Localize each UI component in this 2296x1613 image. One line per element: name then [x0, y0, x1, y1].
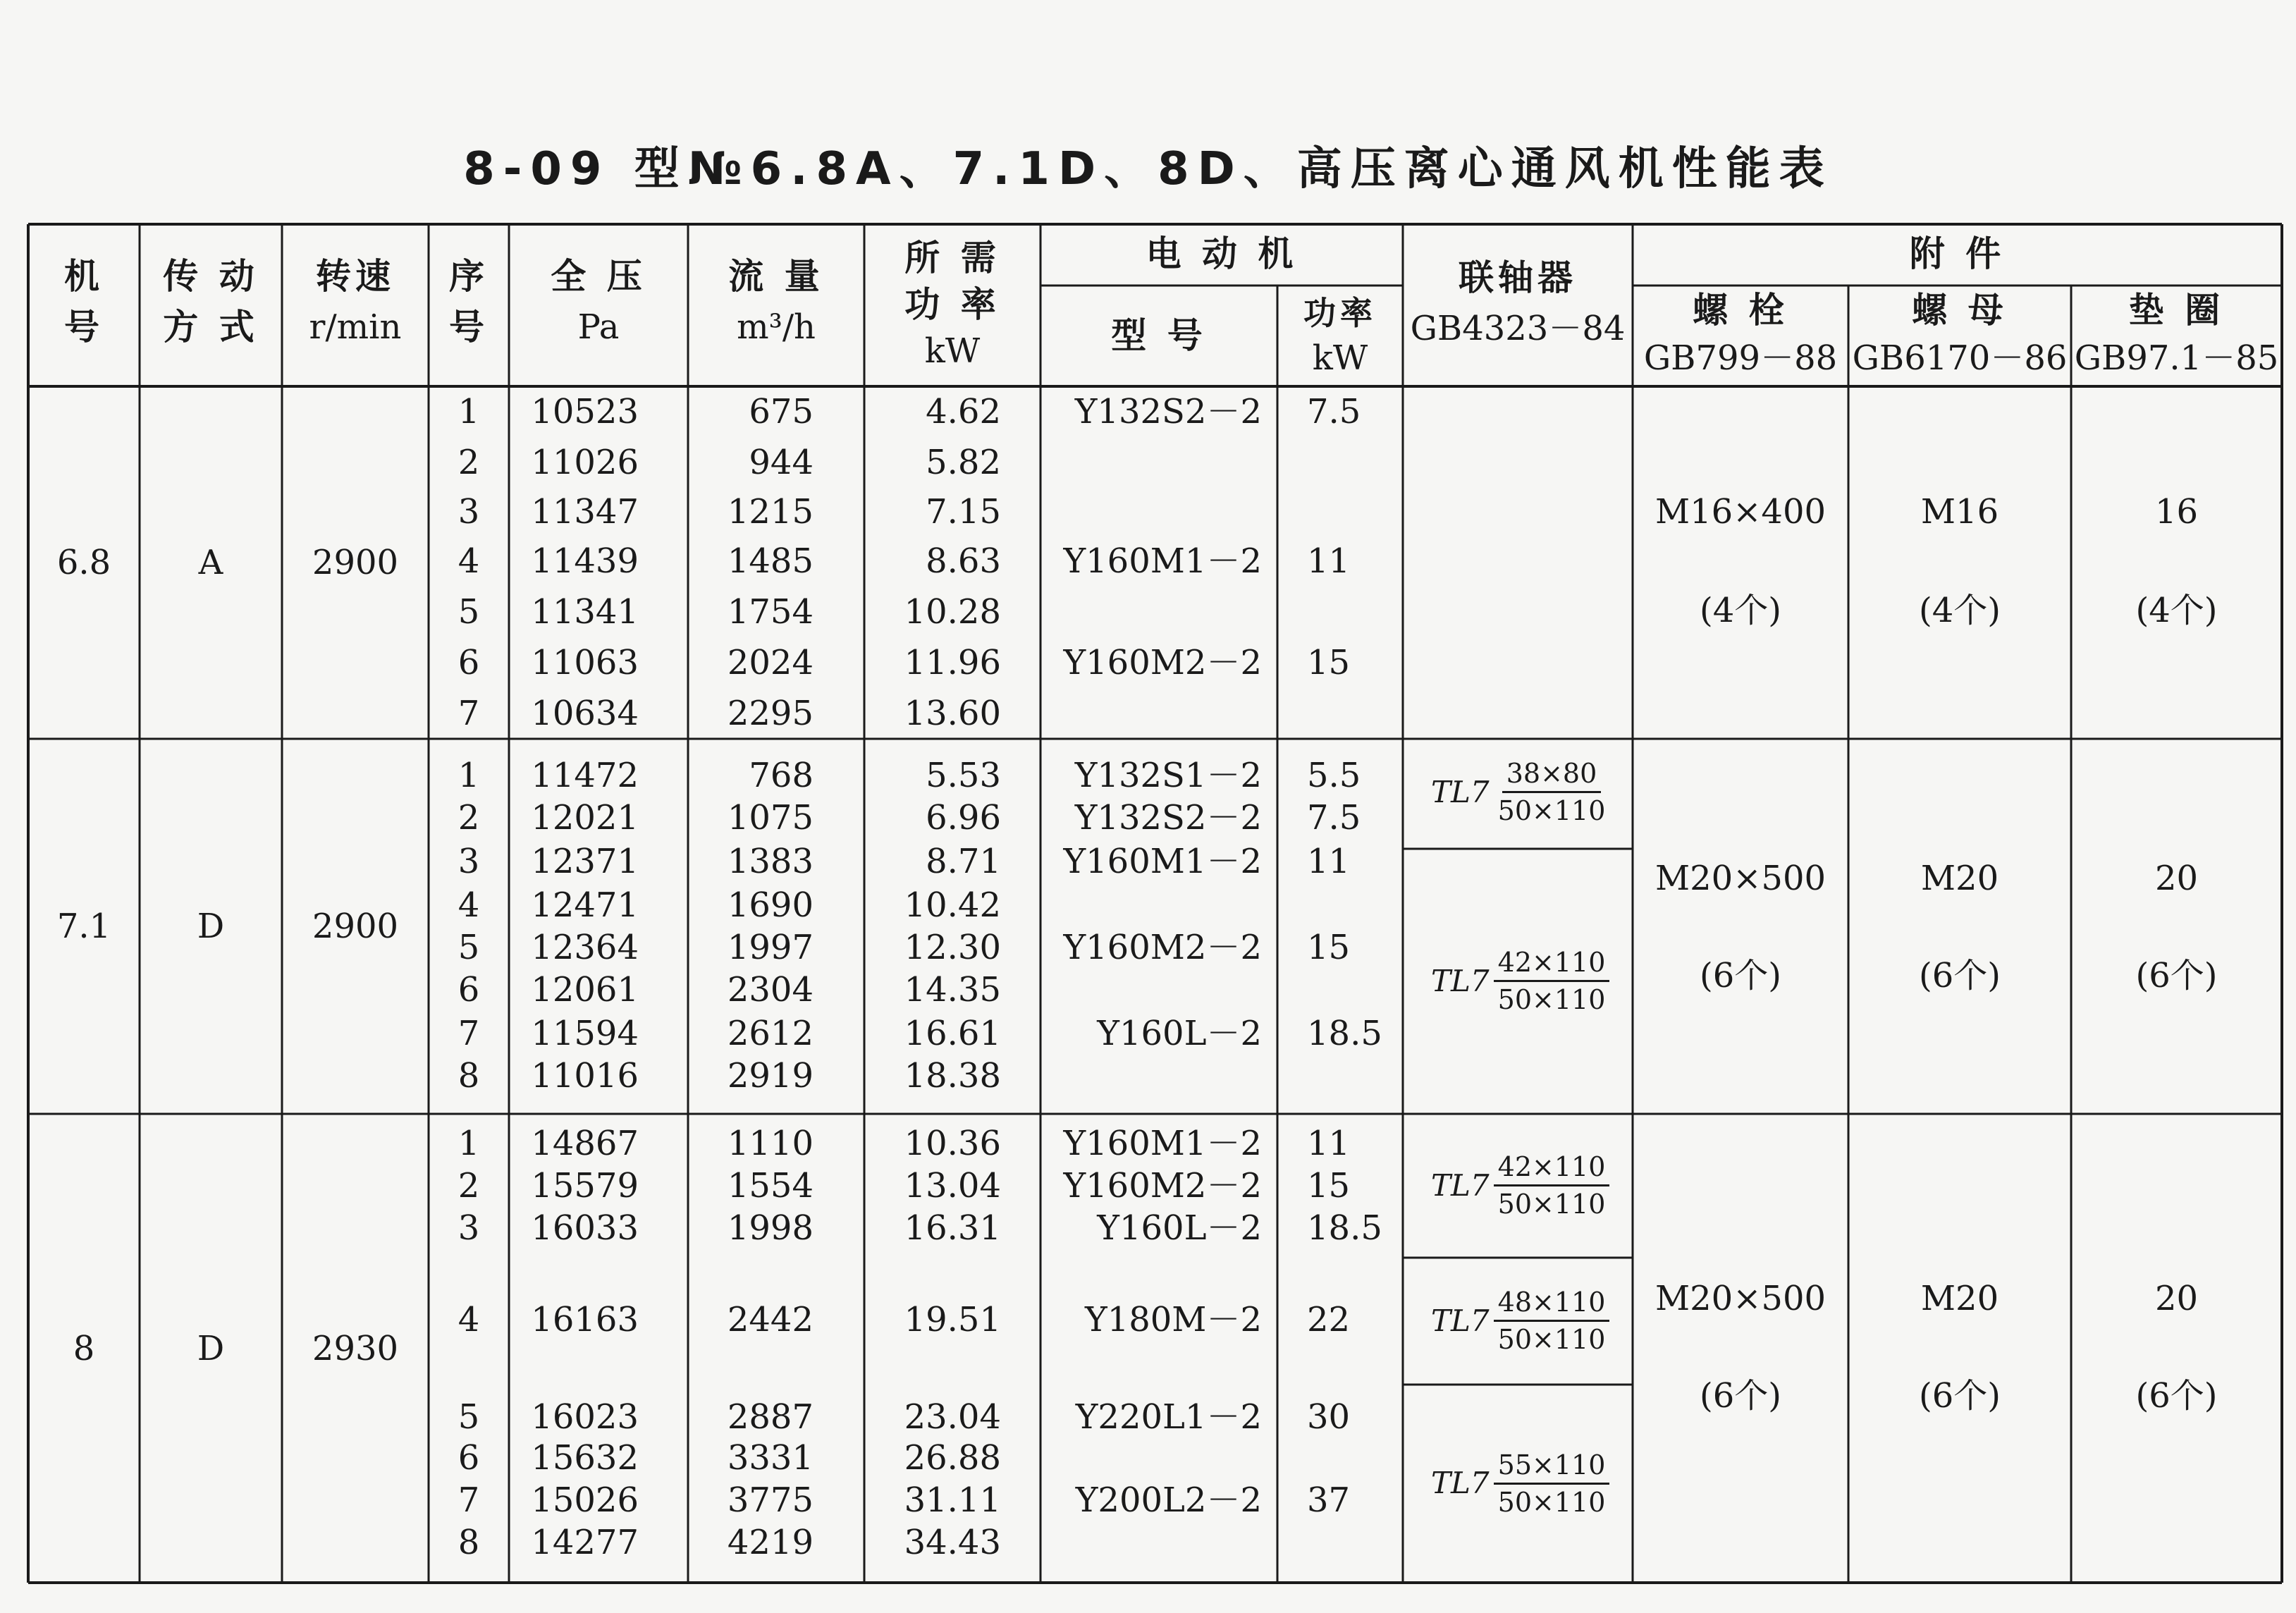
coupling-numerator: 48×110 — [1494, 1289, 1610, 1322]
motor-power-cell: 15 — [1307, 928, 1351, 967]
motor-model-cell: Y160M2－2 — [1063, 1166, 1262, 1206]
nut-count-cell: (6个) — [1919, 956, 2001, 995]
quanya-cell: 15632 — [531, 1438, 639, 1478]
coupling-label: TL7 — [1431, 1466, 1490, 1500]
liuliang-cell: 2442 — [727, 1300, 814, 1339]
header-jihao: 号 — [64, 307, 104, 348]
gonglv-required-cell: 10.36 — [904, 1124, 1001, 1163]
header-suoxu: 所 需 — [904, 238, 1000, 278]
header-xuhao: 序 — [449, 256, 489, 297]
header-dianquan-std: GB97.1－85 — [2074, 338, 2279, 378]
motor-model-cell: Y132S2－2 — [1074, 798, 1262, 838]
jihao-cell: 7.1 — [56, 907, 111, 946]
header-liuliang: 流 量 — [728, 256, 824, 297]
gonglv-required-cell: 8.71 — [926, 842, 1001, 881]
header-fujian: 附 件 — [1909, 233, 2006, 274]
quanya-cell: 12364 — [531, 928, 639, 967]
xuhao-cell: 6 — [458, 643, 480, 682]
xuhao-cell: 2 — [458, 1166, 480, 1206]
quanya-cell: 10634 — [531, 694, 639, 733]
header-diandongji: 电 动 机 — [1146, 233, 1298, 274]
washer-count-cell: (6个) — [2135, 1376, 2218, 1416]
header-chuandong: 方 式 — [163, 307, 259, 348]
quanya-cell: 11016 — [531, 1056, 639, 1096]
header-luomu: 螺 母 — [1912, 290, 2008, 331]
xuhao-cell: 4 — [458, 1300, 480, 1339]
liuliang-cell: 1383 — [727, 842, 814, 881]
liuliang-cell: 1075 — [727, 798, 814, 838]
quanya-cell: 11439 — [531, 541, 639, 581]
motor-power-cell: 5.5 — [1307, 756, 1361, 795]
header-luomu-std: GB6170－86 — [1852, 338, 2068, 378]
header-lianzhou-std: GB4323－84 — [1410, 309, 1626, 348]
header-gonglv: 功率 — [1303, 294, 1377, 332]
quanya-cell: 12061 — [531, 970, 639, 1010]
motor-power-cell: 15 — [1307, 643, 1351, 682]
header-xinghao: 型 号 — [1111, 315, 1207, 356]
quanya-cell: 11341 — [531, 592, 639, 632]
motor-model-cell: Y160M1－2 — [1063, 842, 1262, 881]
quanya-cell: 11472 — [531, 756, 639, 795]
gonglv-required-cell: 14.35 — [904, 970, 1001, 1010]
liuliang-cell: 2612 — [727, 1014, 814, 1053]
coupling-denominator: 50×110 — [1497, 1324, 1606, 1355]
bolt-spec-cell: M20×500 — [1655, 1279, 1827, 1318]
quanya-cell: 11594 — [531, 1014, 639, 1053]
liuliang-cell: 1215 — [727, 492, 814, 532]
coupling-spec — [1431, 1153, 1609, 1218]
xuhao-cell: 3 — [458, 842, 480, 881]
header-gonglv-unit: kW — [1312, 338, 1368, 378]
jihao-cell: 6.8 — [56, 543, 111, 582]
header-jihao: 机 — [64, 256, 104, 297]
motor-model-cell: Y160L－2 — [1097, 1208, 1262, 1248]
quanya-cell: 11347 — [531, 492, 639, 532]
quanya-cell: 14867 — [531, 1124, 639, 1163]
xuhao-cell: 1 — [458, 756, 480, 795]
bolt-count-cell: (4个) — [1700, 591, 1781, 630]
bolt-spec-cell: M20×500 — [1655, 859, 1827, 898]
nut-spec-cell: M20 — [1920, 859, 1999, 898]
liuliang-cell: 2295 — [727, 694, 814, 733]
header-dianquan: 垫 圈 — [2128, 290, 2225, 331]
chuandong-cell: D — [197, 907, 225, 946]
quanya-cell: 10523 — [531, 392, 639, 431]
quanya-cell: 15026 — [531, 1480, 639, 1520]
xuhao-cell: 6 — [458, 970, 480, 1010]
gonglv-required-cell: 16.61 — [904, 1014, 1001, 1053]
chuandong-cell: D — [197, 1328, 225, 1368]
xuhao-cell: 8 — [458, 1523, 480, 1562]
liuliang-cell: 2887 — [727, 1397, 814, 1437]
liuliang-cell: 2304 — [727, 970, 814, 1010]
xuhao-cell: 6 — [458, 1438, 480, 1478]
xuhao-cell: 2 — [458, 798, 480, 838]
washer-spec-cell: 20 — [2154, 1279, 2199, 1318]
gonglv-required-cell: 26.88 — [904, 1438, 1001, 1478]
motor-model-cell: Y160M1－2 — [1063, 541, 1262, 581]
quanya-cell: 15579 — [531, 1166, 639, 1206]
motor-model-cell: Y200L2－2 — [1075, 1480, 1262, 1520]
liuliang-cell: 1554 — [727, 1166, 814, 1206]
coupling-spec — [1431, 760, 1609, 824]
washer-spec-cell: 16 — [2154, 492, 2199, 532]
coupling-label: TL7 — [1431, 1167, 1490, 1203]
quanya-cell: 12471 — [531, 885, 639, 925]
liuliang-cell: 1110 — [727, 1124, 814, 1163]
liuliang-cell: 2919 — [727, 1056, 814, 1096]
liuliang-cell: 3775 — [727, 1480, 814, 1520]
gonglv-required-cell: 11.96 — [904, 643, 1001, 682]
xuhao-cell: 3 — [458, 492, 480, 532]
gonglv-required-cell: 12.30 — [904, 928, 1001, 967]
motor-power-cell: 18.5 — [1307, 1208, 1382, 1248]
header-quanya-unit: Pa — [577, 307, 620, 347]
gonglv-required-cell: 5.82 — [926, 443, 1001, 482]
liuliang-cell: 3331 — [727, 1438, 814, 1478]
motor-power-cell: 37 — [1307, 1480, 1351, 1520]
liuliang-cell: 1754 — [727, 592, 814, 632]
motor-power-cell: 30 — [1307, 1397, 1351, 1437]
coupling-label: TL7 — [1431, 1303, 1490, 1338]
xuhao-cell: 7 — [458, 1014, 480, 1053]
xuhao-cell: 7 — [458, 694, 480, 733]
xuhao-cell: 4 — [458, 541, 480, 581]
xuhao-cell: 2 — [458, 443, 480, 482]
coupling-spec — [1431, 949, 1609, 1013]
header-suoxu: 功 率 — [904, 284, 1000, 325]
motor-power-cell: 7.5 — [1307, 798, 1361, 838]
coupling-numerator: 42×110 — [1494, 1153, 1610, 1186]
coupling-denominator: 50×110 — [1497, 1189, 1606, 1220]
motor-model-cell: Y160M2－2 — [1063, 643, 1262, 682]
header-suoxu-unit: kW — [924, 331, 981, 371]
coupling-fraction — [1494, 949, 1610, 1013]
zhuansu-cell: 2930 — [312, 1328, 399, 1368]
motor-model-cell: Y220L1－2 — [1075, 1397, 1262, 1437]
gonglv-required-cell: 6.96 — [926, 798, 1001, 838]
washer-count-cell: (6个) — [2135, 956, 2218, 995]
nut-spec-cell: M16 — [1920, 492, 1999, 532]
xuhao-cell: 4 — [458, 885, 480, 925]
motor-power-cell: 7.5 — [1307, 392, 1361, 431]
motor-power-cell: 11 — [1307, 842, 1351, 881]
gonglv-required-cell: 31.11 — [904, 1480, 1001, 1520]
washer-count-cell: (4个) — [2135, 591, 2218, 630]
header-xuhao: 号 — [449, 307, 489, 348]
header-luoshuan-std: GB799－88 — [1643, 338, 1838, 378]
zhuansu-cell: 2900 — [312, 543, 399, 582]
chuandong-cell: A — [198, 543, 223, 582]
coupling-fraction — [1494, 1449, 1610, 1518]
coupling-label: TL7 — [1431, 774, 1490, 809]
motor-power-cell: 22 — [1307, 1300, 1351, 1339]
coupling-label: TL7 — [1431, 963, 1490, 998]
gonglv-required-cell: 4.62 — [926, 392, 1001, 431]
header-zhuansu: 转速 — [316, 256, 395, 297]
header-luoshuan: 螺 栓 — [1693, 290, 1788, 331]
coupling-fraction — [1494, 760, 1610, 824]
coupling-denominator: 50×110 — [1497, 1486, 1606, 1518]
gonglv-required-cell: 10.42 — [904, 885, 1001, 925]
liuliang-cell: 1485 — [727, 541, 814, 581]
quanya-cell: 11026 — [531, 443, 639, 482]
zhuansu-cell: 2900 — [312, 907, 399, 946]
quanya-cell: 12371 — [531, 842, 639, 881]
quanya-cell: 16163 — [531, 1300, 639, 1339]
quanya-cell: 16033 — [531, 1208, 639, 1248]
gonglv-required-cell: 13.60 — [904, 694, 1001, 733]
nut-count-cell: (4个) — [1919, 591, 2001, 630]
gonglv-required-cell: 10.28 — [904, 592, 1001, 632]
nut-count-cell: (6个) — [1919, 1376, 2001, 1416]
xuhao-cell: 7 — [458, 1480, 480, 1520]
coupling-fraction — [1494, 1289, 1610, 1353]
motor-power-cell: 18.5 — [1307, 1014, 1382, 1053]
xuhao-cell: 1 — [458, 1124, 480, 1163]
liuliang-cell: 2024 — [727, 643, 814, 682]
bolt-spec-cell: M16×400 — [1655, 492, 1827, 532]
bolt-count-cell: (6个) — [1700, 1376, 1781, 1416]
motor-power-cell: 15 — [1307, 1166, 1351, 1206]
nut-spec-cell: M20 — [1920, 1279, 1999, 1318]
coupling-denominator: 50×110 — [1497, 795, 1606, 826]
motor-model-cell: Y160L－2 — [1097, 1014, 1262, 1053]
gonglv-required-cell: 16.31 — [904, 1208, 1001, 1248]
liuliang-cell: 1690 — [727, 885, 814, 925]
quanya-cell: 16023 — [531, 1397, 639, 1437]
xuhao-cell: 1 — [458, 392, 480, 431]
header-zhuansu-unit: r/min — [309, 307, 402, 347]
gonglv-required-cell: 34.43 — [904, 1523, 1001, 1562]
coupling-denominator: 50×110 — [1497, 984, 1606, 1015]
gonglv-required-cell: 13.04 — [904, 1166, 1001, 1206]
gonglv-required-cell: 23.04 — [904, 1397, 1001, 1437]
gonglv-required-cell: 18.38 — [904, 1056, 1001, 1096]
xuhao-cell: 5 — [458, 1397, 480, 1437]
header-chuandong: 传 动 — [163, 256, 259, 297]
quanya-cell: 12021 — [531, 798, 639, 838]
liuliang-cell: 4219 — [727, 1523, 814, 1562]
page-title: 8-09 型№6.8A、7.1D、8D、高压离心通风机性能表 — [463, 143, 1833, 195]
header-quanya: 全 压 — [551, 256, 646, 297]
motor-model-cell: Y160M2－2 — [1063, 928, 1262, 967]
coupling-numerator: 38×80 — [1502, 760, 1602, 793]
motor-model-cell: Y160M1－2 — [1063, 1124, 1262, 1163]
liuliang-cell: 1998 — [727, 1208, 814, 1248]
xuhao-cell: 8 — [458, 1056, 480, 1096]
jihao-cell: 8 — [73, 1328, 95, 1368]
bolt-count-cell: (6个) — [1700, 956, 1781, 995]
washer-spec-cell: 20 — [2154, 859, 2199, 898]
gonglv-required-cell: 19.51 — [904, 1300, 1001, 1339]
gonglv-required-cell: 7.15 — [926, 492, 1001, 532]
xuhao-cell: 3 — [458, 1208, 480, 1248]
gonglv-required-cell: 5.53 — [926, 756, 1001, 795]
xuhao-cell: 5 — [458, 592, 480, 632]
quanya-cell: 11063 — [531, 643, 639, 682]
coupling-numerator: 55×110 — [1494, 1452, 1610, 1485]
liuliang-cell: 768 — [749, 756, 814, 795]
quanya-cell: 14277 — [531, 1523, 639, 1562]
coupling-fraction — [1494, 1153, 1610, 1218]
liuliang-cell: 675 — [749, 392, 814, 431]
liuliang-cell: 1997 — [727, 928, 814, 967]
coupling-spec — [1431, 1449, 1609, 1518]
header-lianzhou: 联轴器 — [1459, 257, 1577, 298]
gonglv-required-cell: 8.63 — [926, 541, 1001, 581]
coupling-numerator: 42×110 — [1494, 949, 1610, 982]
motor-power-cell: 11 — [1307, 1124, 1351, 1163]
liuliang-cell: 944 — [749, 443, 814, 482]
header-liuliang-unit: m³/h — [737, 307, 816, 347]
motor-model-cell: Y132S2－2 — [1074, 392, 1262, 431]
motor-model-cell: Y180M－2 — [1085, 1300, 1262, 1339]
motor-power-cell: 11 — [1307, 541, 1351, 581]
motor-model-cell: Y132S1－2 — [1074, 756, 1262, 795]
coupling-spec — [1431, 1289, 1609, 1353]
xuhao-cell: 5 — [458, 928, 480, 967]
